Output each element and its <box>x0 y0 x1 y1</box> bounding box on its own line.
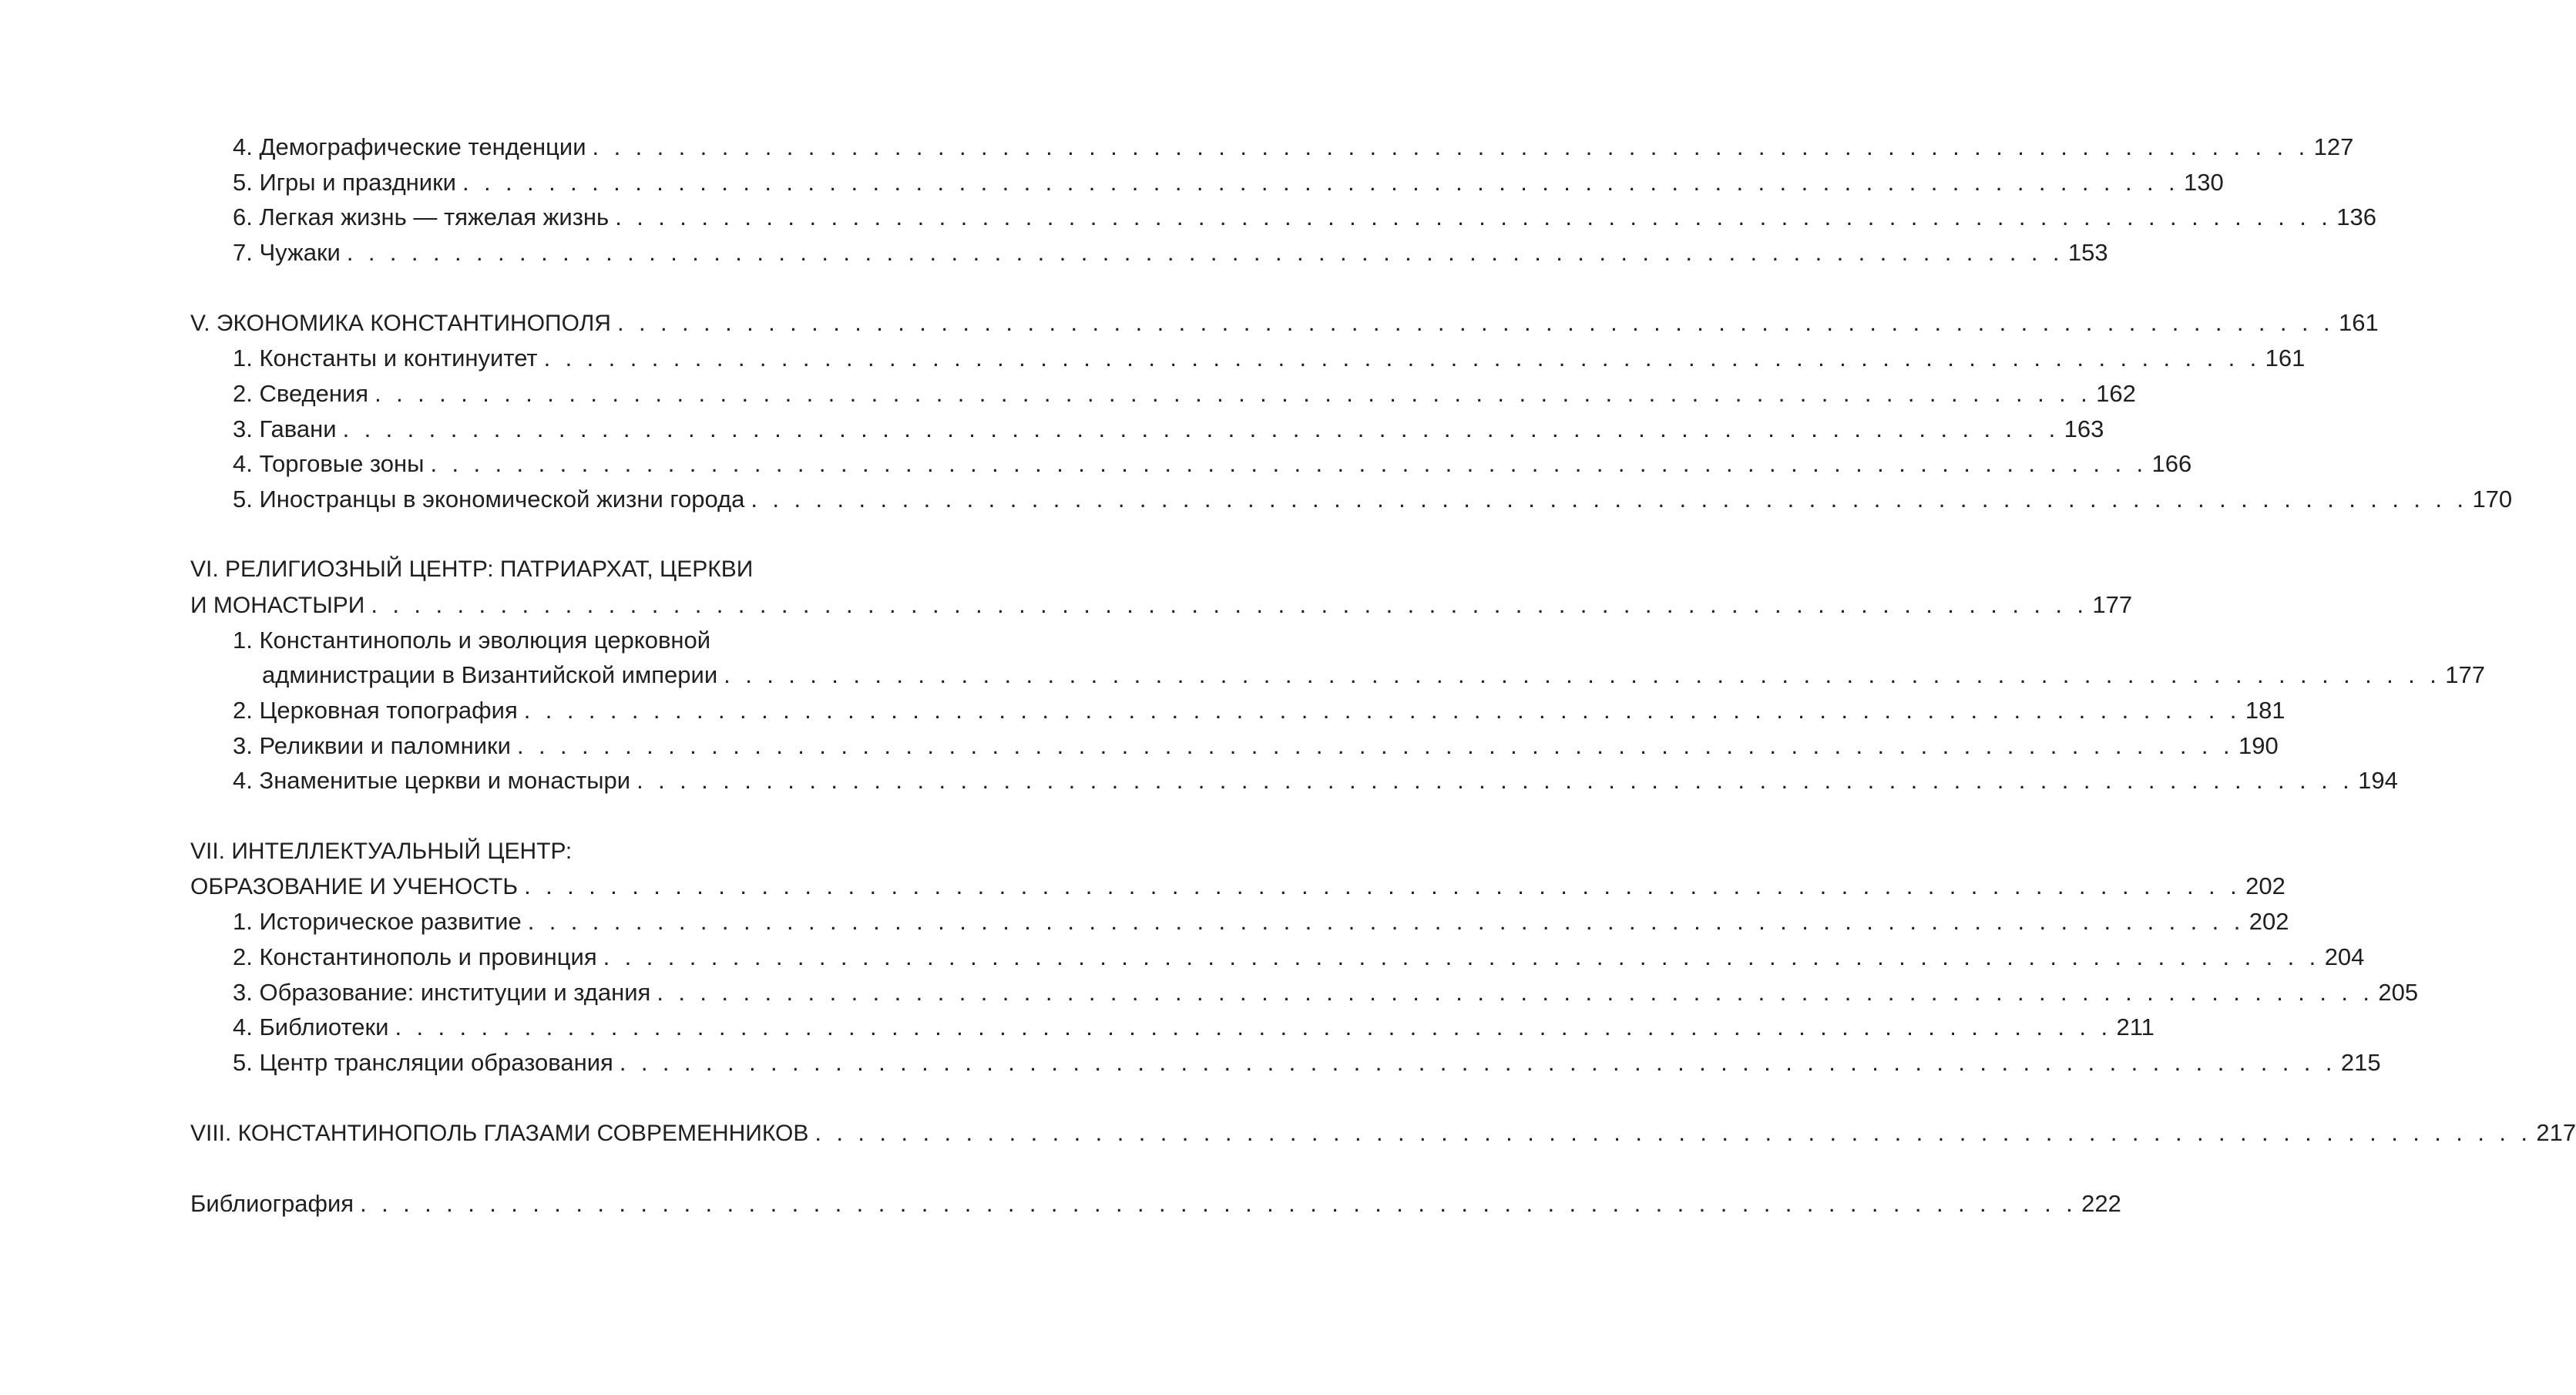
toc-entry-title: 5. Игры и праздники <box>233 168 456 196</box>
toc-page-number: 222 <box>2081 1189 2121 1217</box>
toc-chapter-heading[interactable] <box>190 587 2133 623</box>
toc-subsection-entry[interactable] <box>190 1045 2381 1081</box>
toc-entry-title: 2. Константинополь и провинция <box>233 943 597 970</box>
toc-entry-title: 5. Иностранцы в экономической жизни города <box>233 485 745 513</box>
section-gap <box>190 1151 879 1186</box>
toc-page-number: 205 <box>2378 978 2419 1006</box>
dot-leader: . . . . . . . . . . . . . . . . . . . . . . . . . . . . . . . . . . . . . . . . . . . . . . . . . . . . . . . . . . . . . . . . . . . . . . . . . . . . . . . . <box>516 731 2234 759</box>
toc-entry-title: И МОНАСТЫРИ <box>190 592 365 618</box>
toc-page-number: 194 <box>2358 767 2398 795</box>
toc-entry-title: 3. Реликвии и паломники <box>233 731 511 759</box>
toc-subsection-entry[interactable] <box>190 763 2398 798</box>
toc-page-number: 215 <box>2340 1048 2381 1076</box>
toc-page-number: 130 <box>2184 168 2224 196</box>
toc-chapter-heading[interactable] <box>190 869 2285 904</box>
toc-chapter-heading[interactable] <box>190 305 2379 341</box>
toc-entry-title: Библиография <box>190 1189 354 1217</box>
toc-page-number: 166 <box>2151 450 2192 478</box>
dot-leader: . . . . . . . . . . . . . . . . . . . . . . . . . . . . . . . . . . . . . . . . . . . . . . . . . . . . . . . . . . . . . . . . . . . . . . . . . . . . . . . . <box>724 661 2441 689</box>
dot-leader: . . . . . . . . . . . . . . . . . . . . . . . . . . . . . . . . . . . . . . . . . . . . . . . . . . . . . . . . . . . . . . . . . . . . . . . . . . . . . . . . <box>360 1189 2077 1217</box>
dot-leader: . . . . . . . . . . . . . . . . . . . . . . . . . . . . . . . . . . . . . . . . . . . . . . . . . . . . . . . . . . . . . . . . . . . . . . . . . . . . . . . . <box>616 309 2334 337</box>
toc-subsection-entry[interactable] <box>190 693 2285 728</box>
toc-page-number: 204 <box>2324 943 2365 970</box>
toc-page-number: 202 <box>2249 908 2289 936</box>
toc-entry-title: VI. РЕЛИГИОЗНЫЙ ЦЕНТР: ПАТРИАРХАТ, ЦЕРКВИ <box>190 556 754 583</box>
toc-subsection-entry[interactable] <box>190 482 2513 517</box>
toc-subsection-entry[interactable] <box>190 446 2192 482</box>
dot-leader: . . . . . . . . . . . . . . . . . . . . . . . . . . . . . . . . . . . . . . . . . . . . . . . . . . . . . . . . . . . . . . . . . . . . . . . . . . . . . . . . <box>342 415 2060 442</box>
toc-subsection-entry[interactable] <box>190 904 2289 940</box>
toc-page-number: 177 <box>2092 590 2133 618</box>
dot-leader: . . . . . . . . . . . . . . . . . . . . . . . . . . . . . . . . . . . . . . . . . . . . . . . . . . . . . . . . . . . . . . . . . . . . . . . . . . . . . . . . <box>751 485 2468 513</box>
toc-chapter-heading[interactable] <box>190 552 879 587</box>
toc-chapter-heading[interactable] <box>190 834 879 869</box>
toc-subsection-entry[interactable] <box>190 728 2279 764</box>
toc-subsection-entry[interactable] <box>190 623 879 658</box>
dot-leader: . . . . . . . . . . . . . . . . . . . . . . . . . . . . . . . . . . . . . . . . . . . . . . . . . . . . . . . . . . . . . . . . . . . . . . . . . . . . . . . . <box>543 345 2261 372</box>
section-gap <box>190 271 879 306</box>
toc-entry-title: VIII. КОНСТАНТИНОПОЛЬ ГЛАЗАМИ СОВРЕМЕННИКОВ <box>190 1121 809 1147</box>
section-gap <box>190 798 879 834</box>
toc-subsection-entry[interactable] <box>190 975 2419 1010</box>
toc-subsection-entry[interactable] <box>190 940 2365 975</box>
toc-entry-title: 2. Церковная топография <box>233 697 518 724</box>
toc-entry-title: 4. Торговые зоны <box>233 450 425 478</box>
toc-subsection-entry[interactable] <box>190 129 2354 165</box>
toc-page-number: 163 <box>2064 415 2104 442</box>
toc-chapter-heading[interactable] <box>190 1115 2576 1151</box>
dot-leader: . . . . . . . . . . . . . . . . . . . . . . . . . . . . . . . . . . . . . . . . . . . . . . . . . . . . . . . . . . . . . . . . . . . . . . . . . . . . . . . . <box>462 168 2180 196</box>
toc-subsection-entry[interactable] <box>190 376 2136 412</box>
toc-page-number: 190 <box>2238 731 2279 759</box>
dot-leader: . . . . . . . . . . . . . . . . . . . . . . . . . . . . . . . . . . . . . . . . . . . . . . . . . . . . . . . . . . . . . . . . . . . . . . . . . . . . . . . . <box>814 1119 2532 1147</box>
toc-subsection-entry[interactable] <box>190 412 2104 447</box>
section-gap <box>190 517 879 553</box>
toc-page-number: 181 <box>2245 697 2285 724</box>
toc-entry-title: администрации в Византийской империи <box>262 661 718 689</box>
dot-leader: . . . . . . . . . . . . . . . . . . . . . . . . . . . . . . . . . . . . . . . . . . . . . . . . . . . . . . . . . . . . . . . . . . . . . . . . . . . . . . . . <box>615 203 2333 231</box>
toc-page-number: 162 <box>2096 379 2136 407</box>
dot-leader: . . . . . . . . . . . . . . . . . . . . . . . . . . . . . . . . . . . . . . . . . . . . . . . . . . . . . . . . . . . . . . . . . . . . . . . . . . . . . . . . <box>395 1013 2112 1041</box>
dot-leader: . . . . . . . . . . . . . . . . . . . . . . . . . . . . . . . . . . . . . . . . . . . . . . . . . . . . . . . . . . . . . . . . . . . . . . . . . . . . . . . . <box>374 379 2092 407</box>
dot-leader: . . . . . . . . . . . . . . . . . . . . . . . . . . . . . . . . . . . . . . . . . . . . . . . . . . . . . . . . . . . . . . . . . . . . . . . . . . . . . . . . <box>527 908 2245 936</box>
dot-leader: . . . . . . . . . . . . . . . . . . . . . . . . . . . . . . . . . . . . . . . . . . . . . . . . . . . . . . . . . . . . . . . . . . . . . . . . . . . . . . . . <box>523 697 2241 724</box>
toc-page-number: 136 <box>2336 203 2376 231</box>
dot-leader: . . . . . . . . . . . . . . . . . . . . . . . . . . . . . . . . . . . . . . . . . . . . . . . . . . . . . . . . . . . . . . . . . . . . . . . . . . . . . . . . <box>346 239 2064 267</box>
dot-leader: . . . . . . . . . . . . . . . . . . . . . . . . . . . . . . . . . . . . . . . . . . . . . . . . . . . . . . . . . . . . . . . . . . . . . . . . . . . . . . . . <box>524 872 2242 900</box>
toc-page-number: 211 <box>2116 1013 2155 1041</box>
toc-page-number: 161 <box>2265 345 2306 372</box>
toc-entry-title: 4. Демографические тенденции <box>233 133 586 160</box>
toc-entry-title: 1. Константинополь и эволюция церковной <box>233 626 711 654</box>
toc-page-number: 127 <box>2313 133 2354 160</box>
toc-entry-title: 2. Сведения <box>233 379 369 407</box>
dot-leader: . . . . . . . . . . . . . . . . . . . . . . . . . . . . . . . . . . . . . . . . . . . . . . . . . . . . . . . . . . . . . . . . . . . . . . . . . . . . . . . . <box>603 943 2320 970</box>
toc-entry-title: 4. Знаменитые церкви и монастыри <box>233 767 631 795</box>
toc-subsection-entry[interactable] <box>190 341 2306 376</box>
toc-entry-title: 4. Библиотеки <box>233 1013 389 1041</box>
toc-entry-title: V. ЭКОНОМИКА КОНСТАНТИНОПОЛЯ <box>190 311 611 337</box>
toc-page-number: 217 <box>2536 1119 2576 1147</box>
toc-entry-title: ОБРАЗОВАНИЕ И УЧЕНОСТЬ <box>190 874 519 900</box>
toc-page-number: 170 <box>2472 485 2513 513</box>
toc-chapter-heading[interactable] <box>190 1186 2121 1222</box>
dot-leader: . . . . . . . . . . . . . . . . . . . . . . . . . . . . . . . . . . . . . . . . . . . . . . . . . . . . . . . . . . . . . . . . . . . . . . . . . . . . . . . . <box>619 1048 2336 1076</box>
toc-entry-title: 3. Гавани <box>233 415 337 442</box>
dot-leader: . . . . . . . . . . . . . . . . . . . . . . . . . . . . . . . . . . . . . . . . . . . . . . . . . . . . . . . . . . . . . . . . . . . . . . . . . . . . . . . . <box>430 450 2148 478</box>
toc-subsection-entry[interactable] <box>190 657 2485 693</box>
toc-entry-title: 6. Легкая жизнь — тяжелая жизнь <box>233 203 610 231</box>
toc-subsection-entry[interactable] <box>190 235 2108 271</box>
table-of-contents <box>190 129 2576 1221</box>
toc-entry-title: 5. Центр трансляции образования <box>233 1048 613 1076</box>
toc-entry-title: 7. Чужаки <box>233 239 341 267</box>
dot-leader: . . . . . . . . . . . . . . . . . . . . . . . . . . . . . . . . . . . . . . . . . . . . . . . . . . . . . . . . . . . . . . . . . . . . . . . . . . . . . . . . <box>636 767 2354 795</box>
toc-page-number: 177 <box>2445 661 2485 689</box>
toc-page-number: 202 <box>2245 872 2285 900</box>
section-gap <box>190 1081 879 1116</box>
toc-subsection-entry[interactable] <box>190 1010 2155 1045</box>
toc-entry-title: 3. Образование: институции и здания <box>233 978 651 1006</box>
dot-leader: . . . . . . . . . . . . . . . . . . . . . . . . . . . . . . . . . . . . . . . . . . . . . . . . . . . . . . . . . . . . . . . . . . . . . . . . . . . . . . . . <box>657 978 2374 1006</box>
toc-subsection-entry[interactable] <box>190 165 2224 200</box>
dot-leader: . . . . . . . . . . . . . . . . . . . . . . . . . . . . . . . . . . . . . . . . . . . . . . . . . . . . . . . . . . . . . . . . . . . . . . . . . . . . . . . . <box>371 590 2088 618</box>
toc-entry-title: VII. ИНТЕЛЛЕКТУАЛЬНЫЙ ЦЕНТР: <box>190 838 573 864</box>
toc-entry-title: 1. Константы и континуитет <box>233 345 538 372</box>
toc-entry-title: 1. Историческое развитие <box>233 908 522 936</box>
toc-subsection-entry[interactable] <box>190 200 2376 235</box>
toc-page-number: 161 <box>2339 309 2379 337</box>
toc-page-number: 153 <box>2067 239 2108 267</box>
dot-leader: . . . . . . . . . . . . . . . . . . . . . . . . . . . . . . . . . . . . . . . . . . . . . . . . . . . . . . . . . . . . . . . . . . . . . . . . . . . . . . . . <box>592 133 2309 160</box>
